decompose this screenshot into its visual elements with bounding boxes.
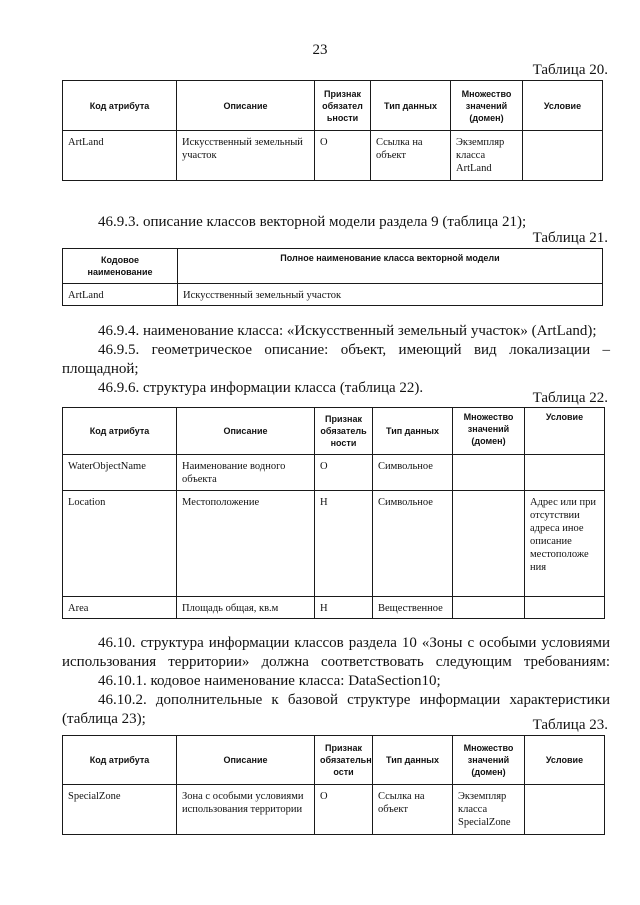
table-cell: Наименование водного объекта (177, 455, 315, 491)
paragraph-text: использования территории» должна соответствовать следующим требованиям: (62, 654, 610, 670)
column-header: Множество значений (домен) (453, 736, 525, 785)
table-20-caption: Таблица 20. (532, 62, 608, 78)
table-cell: Экземпляр класса SpecialZone (453, 785, 525, 835)
paragraph-text: (таблица 23); (62, 711, 146, 727)
table-cell (453, 455, 525, 491)
table-cell: О (315, 131, 371, 181)
table-cell: Вещественное (373, 597, 453, 619)
table-cell: WaterObjectName (63, 455, 177, 491)
paragraph-text: 46.9.6. структура информации класса (таблица 22). (98, 380, 424, 396)
table-22-caption: Таблица 22. (532, 390, 608, 406)
table-cell (525, 597, 605, 619)
table-row (63, 131, 603, 181)
page-number: 23 (312, 42, 328, 58)
paragraph-text: 46.9.3. описание классов векторной модели раздела 9 (таблица 21); (98, 214, 527, 230)
column-header: Полное наименование класса векторной модели (178, 249, 603, 284)
table-cell: Н (315, 491, 373, 597)
column-header: Описание (177, 81, 315, 131)
column-header: Тип данных (373, 408, 453, 455)
table-20 (62, 80, 603, 181)
paragraph-text: 46.10. структура информации классов раздела 10 «Зоны с особыми условиями (98, 635, 610, 651)
table-cell: Ссылка на объект (371, 131, 451, 181)
table-cell: Location (63, 491, 177, 597)
paragraph-text: 46.9.4. наименование класса: «Искусственный земельный участок» (ArtLand); (98, 323, 597, 339)
paragraph-text: площадной; (62, 361, 139, 377)
column-header: Тип данных (371, 81, 451, 131)
table-cell: О (315, 785, 373, 835)
table-row (63, 597, 605, 619)
column-header: Условие (525, 408, 605, 455)
table-cell: Н (315, 597, 373, 619)
table-cell (453, 491, 525, 597)
column-header: Признак обязательн ости (315, 736, 373, 785)
table-21-caption: Таблица 21. (532, 230, 608, 246)
paragraph-46-9-3 (62, 213, 610, 232)
column-header: Кодовое наименование (63, 249, 178, 284)
table-cell: SpecialZone (63, 785, 177, 835)
column-header: Признак обязатель ности (315, 408, 373, 455)
table-cell (525, 785, 605, 835)
column-header: Тип данных (373, 736, 453, 785)
table-cell: ArtLand (63, 131, 177, 181)
column-header: Условие (523, 81, 603, 131)
table-cell (525, 455, 605, 491)
table-row (63, 785, 605, 835)
table-cell: Адрес или при отсутствии адреса иное описание местоположе ния (525, 491, 605, 597)
paragraph-46-9-4 (62, 322, 610, 398)
table-row (63, 491, 605, 597)
column-header: Код атрибута (63, 408, 177, 455)
table-cell: О (315, 455, 373, 491)
table-23 (62, 735, 605, 835)
table-cell: Символьное (373, 455, 453, 491)
column-header: Множество значений (домен) (453, 408, 525, 455)
table-21 (62, 248, 603, 306)
table-cell: Area (63, 597, 177, 619)
column-header: Код атрибута (63, 81, 177, 131)
table-row (63, 284, 603, 306)
table-cell: Искусственный земельный участок (178, 284, 603, 306)
table-cell: Зона с особыми условиями использования территории (177, 785, 315, 835)
table-cell: ArtLand (63, 284, 178, 306)
table-cell (523, 131, 603, 181)
column-header: Описание (177, 408, 315, 455)
table-22 (62, 407, 605, 619)
table-cell: Символьное (373, 491, 453, 597)
table-cell: Искусственный земельный участок (177, 131, 315, 181)
table-23-caption: Таблица 23. (532, 717, 608, 733)
table-row (63, 455, 605, 491)
paragraph-46-10 (62, 634, 610, 729)
paragraph-text: 46.10.1. кодовое наименование класса: DataSection10; (98, 673, 441, 689)
paragraph-text: 46.10.2. дополнительные к базовой структуре информации характеристики (98, 692, 610, 708)
paragraph-text: 46.9.5. геометрическое описание: объект, имеющий вид локализации – (98, 342, 610, 358)
column-header: Множество значений (домен) (451, 81, 523, 131)
table-cell: Ссылка на объект (373, 785, 453, 835)
column-header: Код атрибута (63, 736, 177, 785)
table-cell: Площадь общая, кв.м (177, 597, 315, 619)
table-cell: Экземпляр класса ArtLand (451, 131, 523, 181)
column-header: Условие (525, 736, 605, 785)
column-header: Признак обязател ьности (315, 81, 371, 131)
column-header: Описание (177, 736, 315, 785)
table-cell: Местоположение (177, 491, 315, 597)
table-cell (453, 597, 525, 619)
